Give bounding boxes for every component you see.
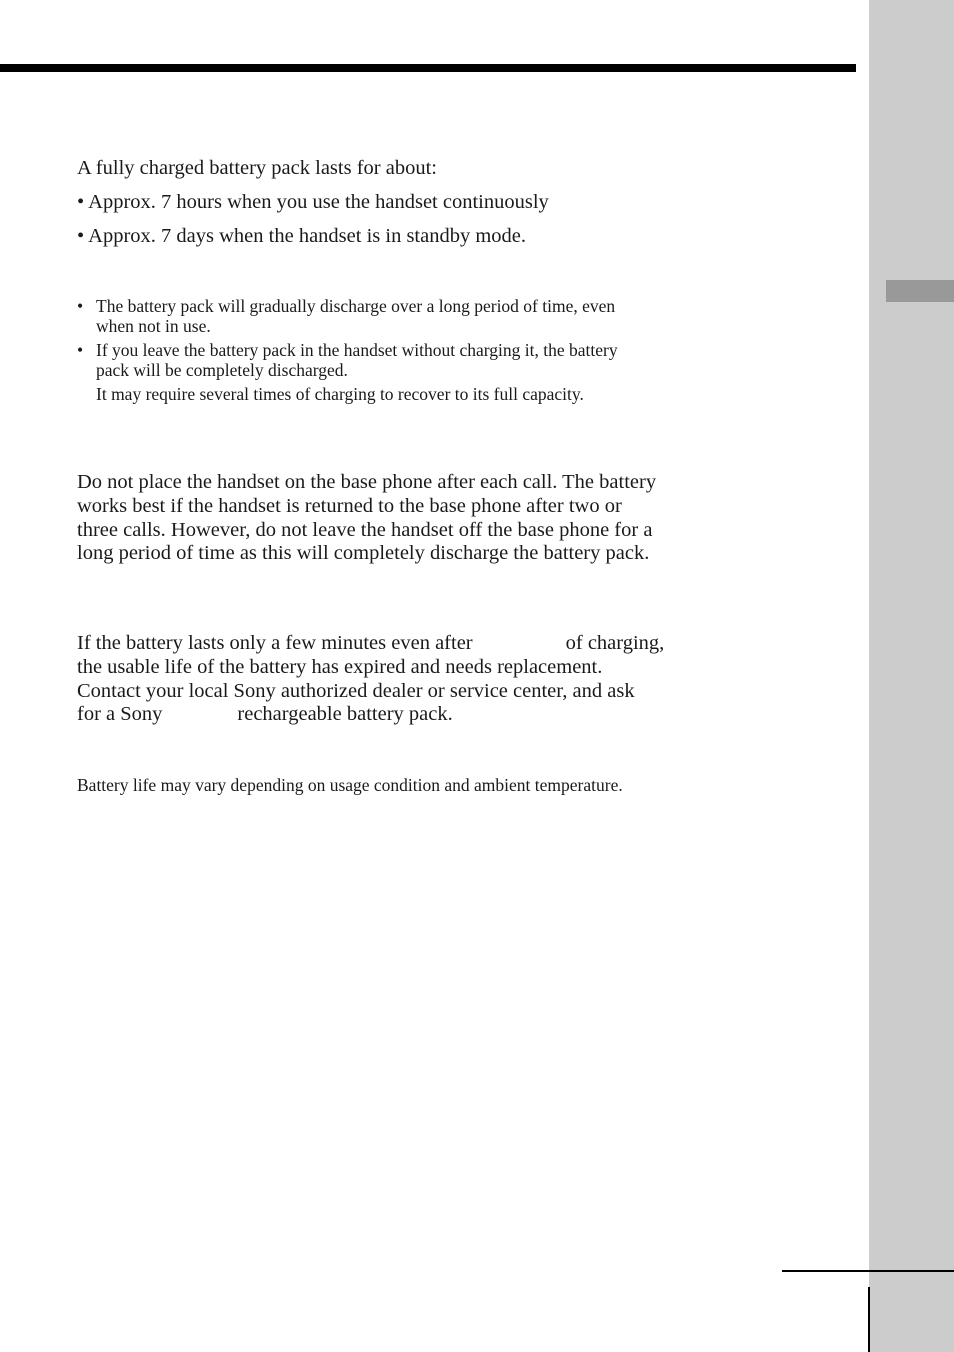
- paragraph-line: [77, 632, 664, 656]
- note-text: when not in use.: [96, 316, 211, 336]
- header-rule: [0, 64, 856, 72]
- section-tab-marker: [886, 280, 954, 302]
- battery-life-item-text: Approx. 7 hours when you use the handset continuously: [88, 191, 549, 213]
- paragraph-line: works best if the handset is returned to the base phone after two or: [77, 494, 622, 517]
- battery-life-footnote: Battery life may vary depending on usage condition and ambient temperature.: [77, 775, 623, 795]
- paragraph-fragment: rechargeable battery pack.: [237, 703, 453, 726]
- replacement-paragraph: [77, 632, 664, 727]
- paragraph-line: Do not place the handset on the base phone after each call. The battery: [77, 471, 657, 493]
- bullet-icon: •: [77, 225, 89, 247]
- battery-life-item-text: Approx. 7 days when the handset is in standby mode.: [88, 225, 527, 247]
- footer-divider: [868, 1287, 870, 1352]
- battery-life-item-continuous: [77, 191, 549, 215]
- paragraph-fragment: for a Sony: [77, 703, 163, 726]
- paragraph-line: long period of time as this will completely discharge the battery pack.: [77, 542, 650, 565]
- paragraph-line: the usable life of the battery has expired and needs replacement.: [77, 655, 603, 678]
- bullet-icon: •: [77, 296, 84, 316]
- note-text: pack will be completely discharged.: [96, 360, 348, 380]
- paragraph-line: three calls. However, do not leave the handset off the base phone for a: [77, 518, 653, 541]
- paragraph-line: Contact your local Sony authorized dealer or service center, and ask: [77, 679, 635, 702]
- bullet-icon: •: [77, 340, 84, 360]
- note-text: It may require several times of charging to recover to its full capacity.: [96, 384, 584, 404]
- bullet-icon: •: [77, 191, 89, 213]
- paragraph-line: [77, 703, 664, 727]
- battery-life-intro: A fully charged battery pack lasts for about:: [77, 157, 437, 179]
- charging-tip-paragraph: [77, 471, 656, 566]
- note-text: If you leave the battery pack in the handset without charging it, the battery: [96, 340, 618, 360]
- battery-life-item-standby: [77, 225, 526, 249]
- footer-rule: [782, 1270, 954, 1272]
- side-margin-strip: [869, 0, 954, 1352]
- paragraph-fragment: If the battery lasts only a few minutes even after: [77, 632, 473, 654]
- note-text: The battery pack will gradually discharge over a long period of time, even: [96, 296, 616, 316]
- paragraph-fragment: of charging,: [565, 632, 665, 654]
